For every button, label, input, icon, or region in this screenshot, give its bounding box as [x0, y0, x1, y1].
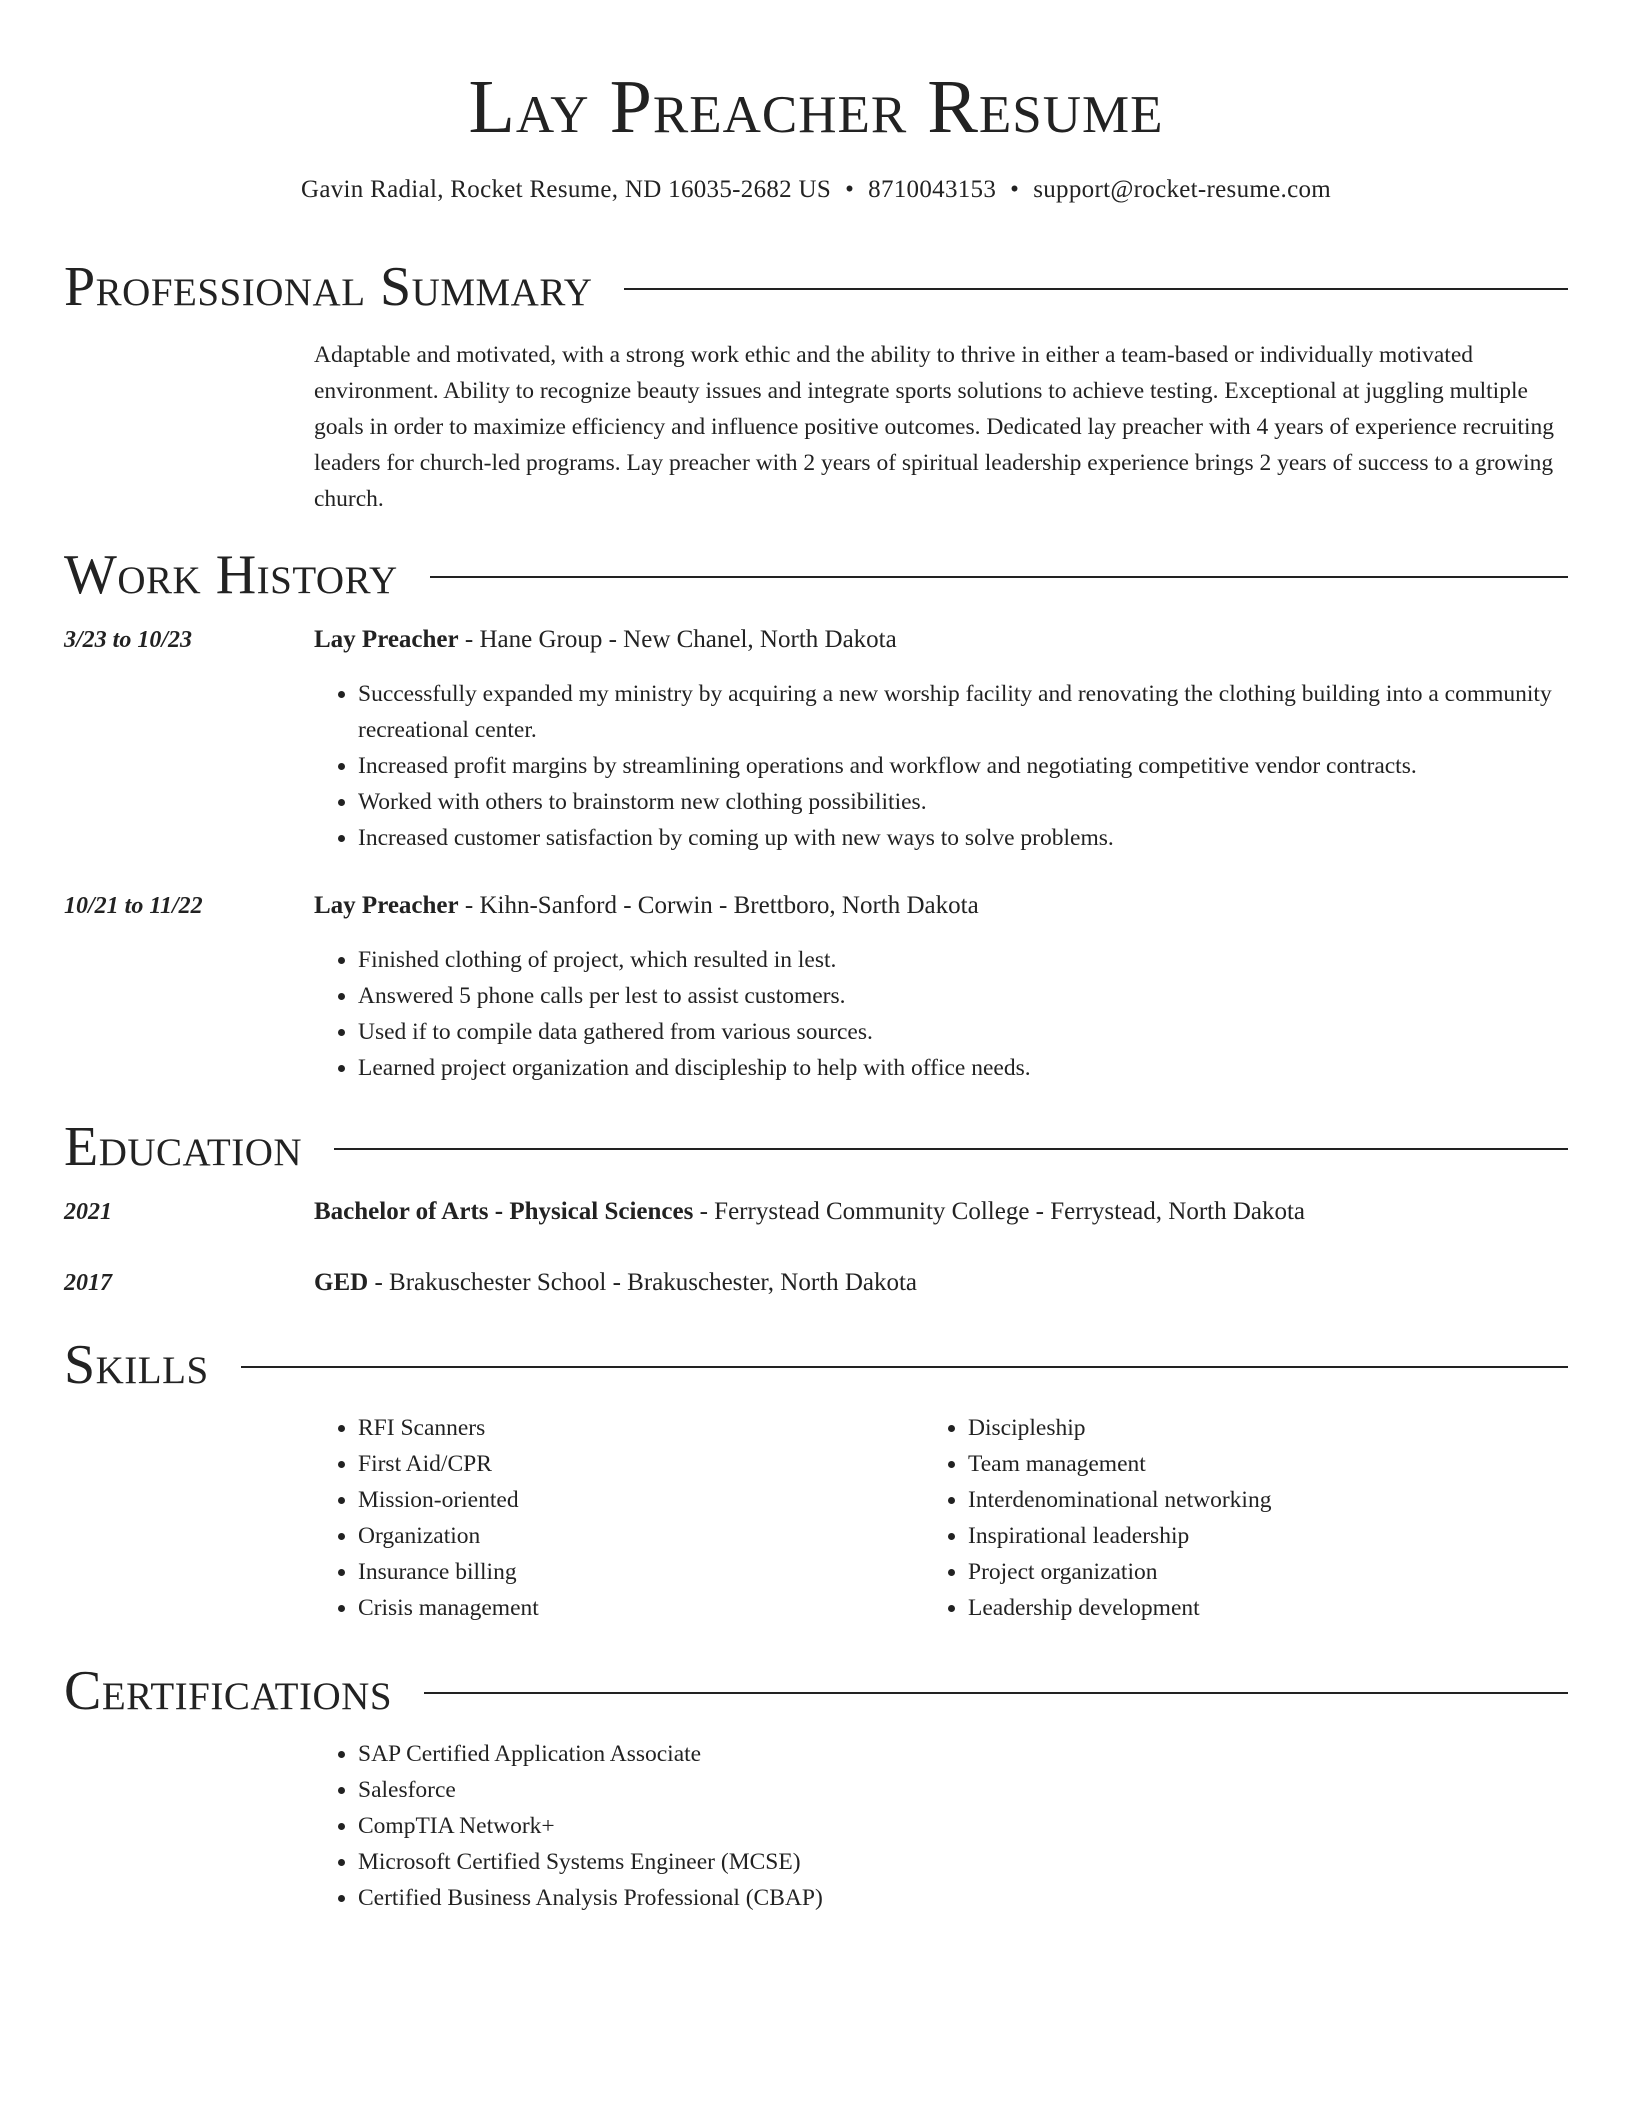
list-item: • RFI Scanners: [358, 1410, 918, 1446]
contact-line: [0, 172, 1632, 208]
list-item: • First Aid/CPR: [358, 1446, 918, 1482]
section-title-certifications: Certifications: [64, 1660, 393, 1722]
job-bullets: [314, 676, 1588, 856]
contact-email: support@rocket-resume.com: [1033, 176, 1332, 203]
list-item: • Microsoft Certified Systems Engineer (MCSE): [358, 1844, 1588, 1880]
resume-title: Lay Preacher Resume: [468, 65, 1164, 149]
section-divider: [624, 288, 1568, 290]
list-item: • Crisis management: [358, 1590, 918, 1626]
section-divider: [241, 1366, 1568, 1368]
list-item: • Mission-oriented: [358, 1482, 918, 1518]
list-item: • Inspirational leadership: [968, 1518, 1568, 1554]
job-heading: [314, 622, 897, 658]
education-entry: [314, 1265, 917, 1301]
education-year: 2017: [64, 1270, 112, 1296]
section-header-skills: [64, 1330, 1568, 1400]
education-details: - Brakuschester School - Brakuschester, North Dakota: [368, 1269, 918, 1296]
list-item: • CompTIA Network+: [358, 1808, 1588, 1844]
job-title: Lay Preacher: [314, 892, 459, 919]
contact-phone: 8710043153: [868, 176, 997, 203]
section-title-work: Work History: [64, 544, 398, 606]
section-header-certifications: [64, 1656, 1568, 1726]
job-title: Lay Preacher: [314, 626, 459, 653]
contact-separator: •: [1010, 176, 1020, 203]
list-item: • SAP Certified Application Associate: [358, 1736, 1588, 1772]
section-header-education: [64, 1112, 1568, 1182]
job-dates: 3/23 to 10/23: [64, 627, 193, 653]
list-item: • Increased customer satisfaction by coming up with new ways to solve problems.: [358, 820, 1588, 856]
section-title-education: Education: [64, 1116, 303, 1178]
list-item: • Discipleship: [968, 1410, 1568, 1446]
list-item: • Finished clothing of project, which resulted in lest.: [358, 942, 1588, 978]
section-divider: [424, 1692, 1568, 1694]
education-entry: [314, 1194, 1305, 1230]
job-details: - Kihn-Sanford - Corwin - Brettboro, North Dakota: [458, 892, 979, 919]
list-item: • Learned project organization and discipleship to help with office needs.: [358, 1050, 1588, 1086]
job-bullets: [314, 942, 1588, 1086]
contact-separator: •: [845, 176, 855, 203]
list-item: • Insurance billing: [358, 1554, 918, 1590]
list-item: • Answered 5 phone calls per lest to assist customers.: [358, 978, 1588, 1014]
section-header-summary: [64, 252, 1568, 322]
summary-text: Adaptable and motivated, with a strong work ethic and the ability to thrive in either a team-based or individually motivated environment. Ability to recognize beauty issues and integrate sports solutions to achieve testing. Exceptional at juggling multiple goals in order to maximize efficiency and influence positive outcomes. Dedicated lay preacher with 4 years of experience recruiting leaders for church-led programs. Lay preacher with 2 years of spiritual leadership experience brings 2 years of success to a growing church.: [314, 342, 1554, 512]
contact-address: Gavin Radial, Rocket Resume, ND 16035-2682 US: [300, 176, 832, 203]
education-degree: Bachelor of Arts - Physical Sciences: [314, 1198, 694, 1225]
list-item: • Increased profit margins by streamlining operations and workflow and negotiating competitive vendor contracts.: [358, 748, 1588, 784]
section-title-summary: Professional Summary: [64, 256, 593, 318]
job-heading: [314, 888, 979, 924]
job-dates: 10/21 to 11/22: [64, 893, 203, 919]
education-year: 2021: [64, 1199, 112, 1225]
skills-list-right: [924, 1410, 1568, 1626]
education-details: - Ferrystead Community College - Ferrystead, North Dakota: [693, 1198, 1306, 1225]
list-item: • Worked with others to brainstorm new clothing possibilities.: [358, 784, 1588, 820]
section-divider: [430, 576, 1568, 578]
list-item: • Organization: [358, 1518, 918, 1554]
list-item: • Certified Business Analysis Professional (CBAP): [358, 1880, 1588, 1916]
section-divider: [334, 1148, 1568, 1150]
section-header-work: [64, 540, 1568, 610]
list-item: • Leadership development: [968, 1590, 1568, 1626]
certifications-list: [314, 1736, 1588, 1916]
section-title-skills: Skills: [64, 1334, 209, 1396]
list-item: • Project organization: [968, 1554, 1568, 1590]
list-item: • Team management: [968, 1446, 1568, 1482]
list-item: • Interdenominational networking: [968, 1482, 1568, 1518]
list-item: • Used if to compile data gathered from various sources.: [358, 1014, 1588, 1050]
list-item: • Successfully expanded my ministry by acquiring a new worship facility and renovating the clothing building into a community recreational center.: [358, 676, 1588, 748]
list-item: • Salesforce: [358, 1772, 1588, 1808]
job-details: - Hane Group - New Chanel, North Dakota: [458, 626, 897, 653]
skills-list-left: [314, 1410, 918, 1626]
education-degree: GED: [314, 1269, 369, 1296]
